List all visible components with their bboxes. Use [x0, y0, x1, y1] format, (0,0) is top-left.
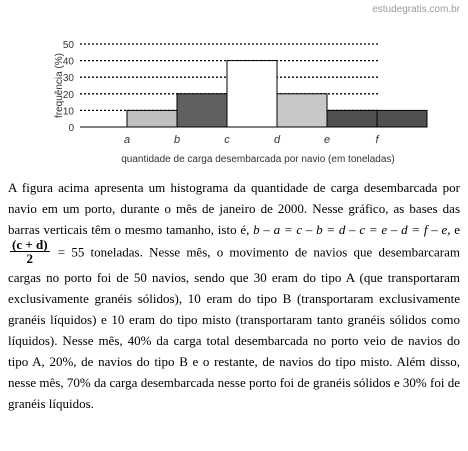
y-tick-label: 30: [62, 73, 74, 85]
histogram-bar: [277, 94, 327, 127]
x-tick-label: d: [273, 134, 281, 146]
problem-text: [8, 177, 460, 414]
histogram-bar: [177, 94, 227, 127]
histogram-chart: [0, 0, 468, 176]
fraction-numerator: (c + d): [12, 237, 48, 252]
x-axis-label: quantidade de carga desembarcada por navio (em toneladas): [121, 154, 395, 165]
y-tick-label: 40: [62, 56, 74, 68]
fraction-midpoint: [10, 238, 50, 265]
y-axis-label: frequência (%): [54, 52, 65, 119]
x-tick-label: f: [375, 134, 379, 146]
e-word: , e: [447, 222, 460, 237]
x-tick-label: c: [224, 134, 230, 146]
histogram-bar: [227, 61, 277, 127]
x-tick-label: b: [173, 134, 181, 146]
paragraph-part-1: A figura acima apresenta um histograma da quantidade de carga desembarcada por navio em um porto, durante o mês de janeiro de 2000. Nesse gráfico, as bases das barras verticais têm o mesmo tamanho, isto é,: [8, 180, 460, 237]
x-tick-label: e: [323, 134, 331, 146]
histogram-bar: [377, 110, 427, 127]
watermark: estudegratis.com.br: [372, 4, 460, 15]
y-tick-label: 20: [62, 89, 74, 101]
x-tick-label: a: [123, 134, 131, 146]
histogram-bar: [127, 110, 177, 127]
y-tick-label: 0: [68, 123, 74, 134]
histogram-bar: [327, 110, 377, 127]
equation-bases: b – a = c – b = d – c = e – d = f – e: [253, 222, 448, 237]
y-tick-label: 50: [62, 40, 74, 51]
paragraph-part-2: = 55 toneladas. Nesse mês, o movimento de navios que desembarcaram cargas no porto foi de 50 navios, sendo que 30 eram do tipo A (que transportaram exclusivamente granéis sólidos), 10 eram do tipo B (transportaram exclusivamente granéis líquidos) e 10 eram do tipo misto (transportaram tanto granéis sólidos como líquidos). Nesse mês, 40% da carga total desembarcada no porto veio de navios do tipo A, 20%, de navios do tipo B e o restante, de navios do tipo misto. Além disso, nesse mês, 70% da carga desembarcada nesse porto foi de granéis sólidos e 30% foi de granéis líquidos.: [8, 244, 460, 411]
y-tick-label: 10: [62, 106, 74, 118]
problem-paragraph: [8, 177, 460, 414]
fraction-denominator: 2: [26, 251, 34, 266]
